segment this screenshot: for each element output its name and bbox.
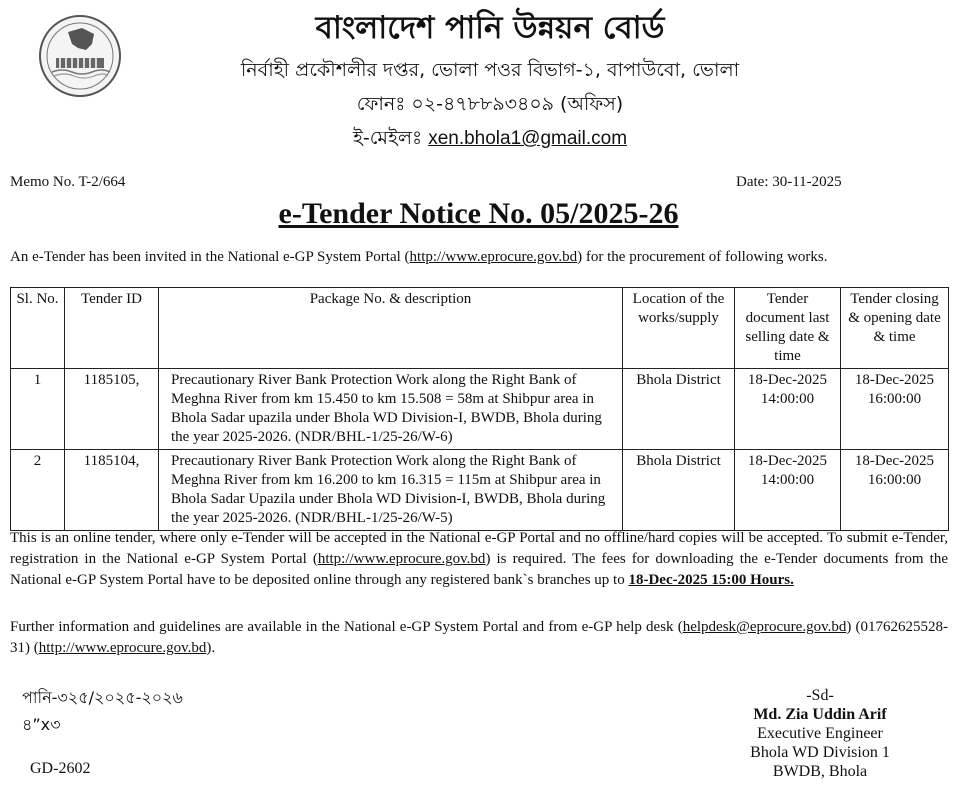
eprocure-link[interactable]: http://www.eprocure.gov.bd [409, 249, 578, 265]
eprocure-link[interactable]: http://www.eprocure.gov.bd [38, 640, 207, 656]
closing-time: 16:00:00 [867, 472, 922, 488]
selling-date: 18-Dec-2025 [747, 372, 828, 388]
cell-description: Precautionary River Bank Protection Work along the Right Bank of Meghna River from km 16.200 to km 16.315 = 115m at Shibpur area in Bhola Sadar Upazila under Bhola WD Division-I, BWDB, Bhola during the year 2025-2026. (NDR/BHL-1/25-26/W-5) [159, 450, 623, 531]
body-text: This is an online tender, where only e-Tender will be accepted in the National e-GP Portal and no offline/hard copies will be accepted. To submit e-Tender, registration in the National e-GP System Portal ( [10, 530, 948, 567]
intro-part: ) for the procurement of following works. [577, 249, 828, 265]
notice-title [0, 194, 957, 234]
cell-selling [735, 450, 841, 531]
notice-date: Date: 30-11-2025 [736, 174, 842, 190]
cell-sl: 2 [11, 450, 65, 531]
body-text: ) is required. The fees for downloading the e-Tender documents from the National e-GP System Portal have to be deposited online through any registered bank`s branches up to [10, 551, 948, 588]
table-row [11, 369, 949, 450]
ref-number: পানি-৩২৫/২০২৫-২০২৬ [22, 688, 183, 707]
table-row [11, 450, 949, 531]
col-closing-date: Tender closing & opening date & time [841, 288, 949, 369]
body-text: ) (01762625528-31) ( [10, 619, 948, 656]
signatory-org: BWDB, Bhola [772, 763, 868, 780]
helpdesk-link[interactable]: helpdesk@eprocure.gov.bd [682, 619, 847, 635]
col-package: Package No. & description [159, 288, 623, 369]
cell-sl: 1 [11, 369, 65, 450]
col-location: Location of the works/supply [623, 288, 735, 369]
selling-time: 14:00:00 [760, 472, 815, 488]
signatory-designation: Executive Engineer [757, 725, 883, 742]
col-selling-date: Tender document last selling date & time [735, 288, 841, 369]
cell-closing [841, 369, 949, 450]
col-tender-id: Tender ID [65, 288, 159, 369]
cell-description: Precautionary River Bank Protection Work along the Right Bank of Meghna River from km 15.450 to km 15.508 = 58m at Shibpur area in Bhola Sadar upazila under Bhola WD Division-I, BWDB, Bhola during the year 2025-2026. (NDR/BHL-1/25-26/W-6) [159, 369, 623, 450]
notice-title-text: e-Tender Notice No. 05/2025-26 [278, 197, 679, 230]
memo-number: Memo No. T-2/664 [10, 174, 126, 190]
office-address: নির্বাহী প্রকৌশলীর দপ্তর, ভোলা পওর বিভাগ-১, বাপাউবো, ভোলা [240, 59, 740, 81]
closing-date: 18-Dec-2025 [854, 453, 935, 469]
intro-text [10, 249, 828, 266]
selling-time: 14:00:00 [760, 391, 815, 407]
cell-location: Bhola District [623, 369, 735, 450]
bwdb-logo-icon [38, 14, 122, 98]
closing-time: 16:00:00 [867, 391, 922, 407]
body-paragraph-1 [10, 528, 948, 591]
tender-table [10, 287, 949, 531]
cell-tender-id: 1185105, [65, 369, 159, 450]
signatory-division: Bhola WD Division 1 [750, 744, 890, 761]
table-header-row [11, 288, 949, 369]
email-line [160, 124, 820, 153]
body-paragraph-2 [10, 617, 948, 659]
signatory-name: Md. Zia Uddin Arif [753, 706, 887, 723]
closing-date: 18-Dec-2025 [854, 372, 935, 388]
org-name: বাংলাদেশ পানি উন্নয়ন বোর্ড [315, 10, 665, 46]
body-text: Further information and guidelines are available in the National e-GP System Portal and from e-GP help desk ( [10, 619, 683, 635]
gd-number: GD-2602 [30, 760, 91, 777]
ad-size: ৪”x৩ [22, 715, 61, 734]
deadline: 18-Dec-2025 15:00 Hours. [628, 572, 794, 588]
cell-location: Bhola District [623, 450, 735, 531]
selling-date: 18-Dec-2025 [747, 453, 828, 469]
email-label: ই-মেইলঃ [352, 127, 423, 149]
body-text: ). [206, 640, 216, 656]
eprocure-link[interactable]: http://www.eprocure.gov.bd [317, 551, 486, 567]
cell-tender-id: 1185104, [65, 450, 159, 531]
phone: ফোনঃ ০২-৪৭৮৮৯৩৪০৯ (অফিস) [356, 93, 624, 115]
cell-selling [735, 369, 841, 450]
signature-sd: -Sd- [806, 687, 834, 704]
col-sl: Sl. No. [11, 288, 65, 369]
intro-part: An e-Tender has been invited in the National e-GP System Portal ( [10, 249, 410, 265]
cell-closing [841, 450, 949, 531]
email-link[interactable]: xen.bhola1@gmail.com [428, 128, 628, 149]
